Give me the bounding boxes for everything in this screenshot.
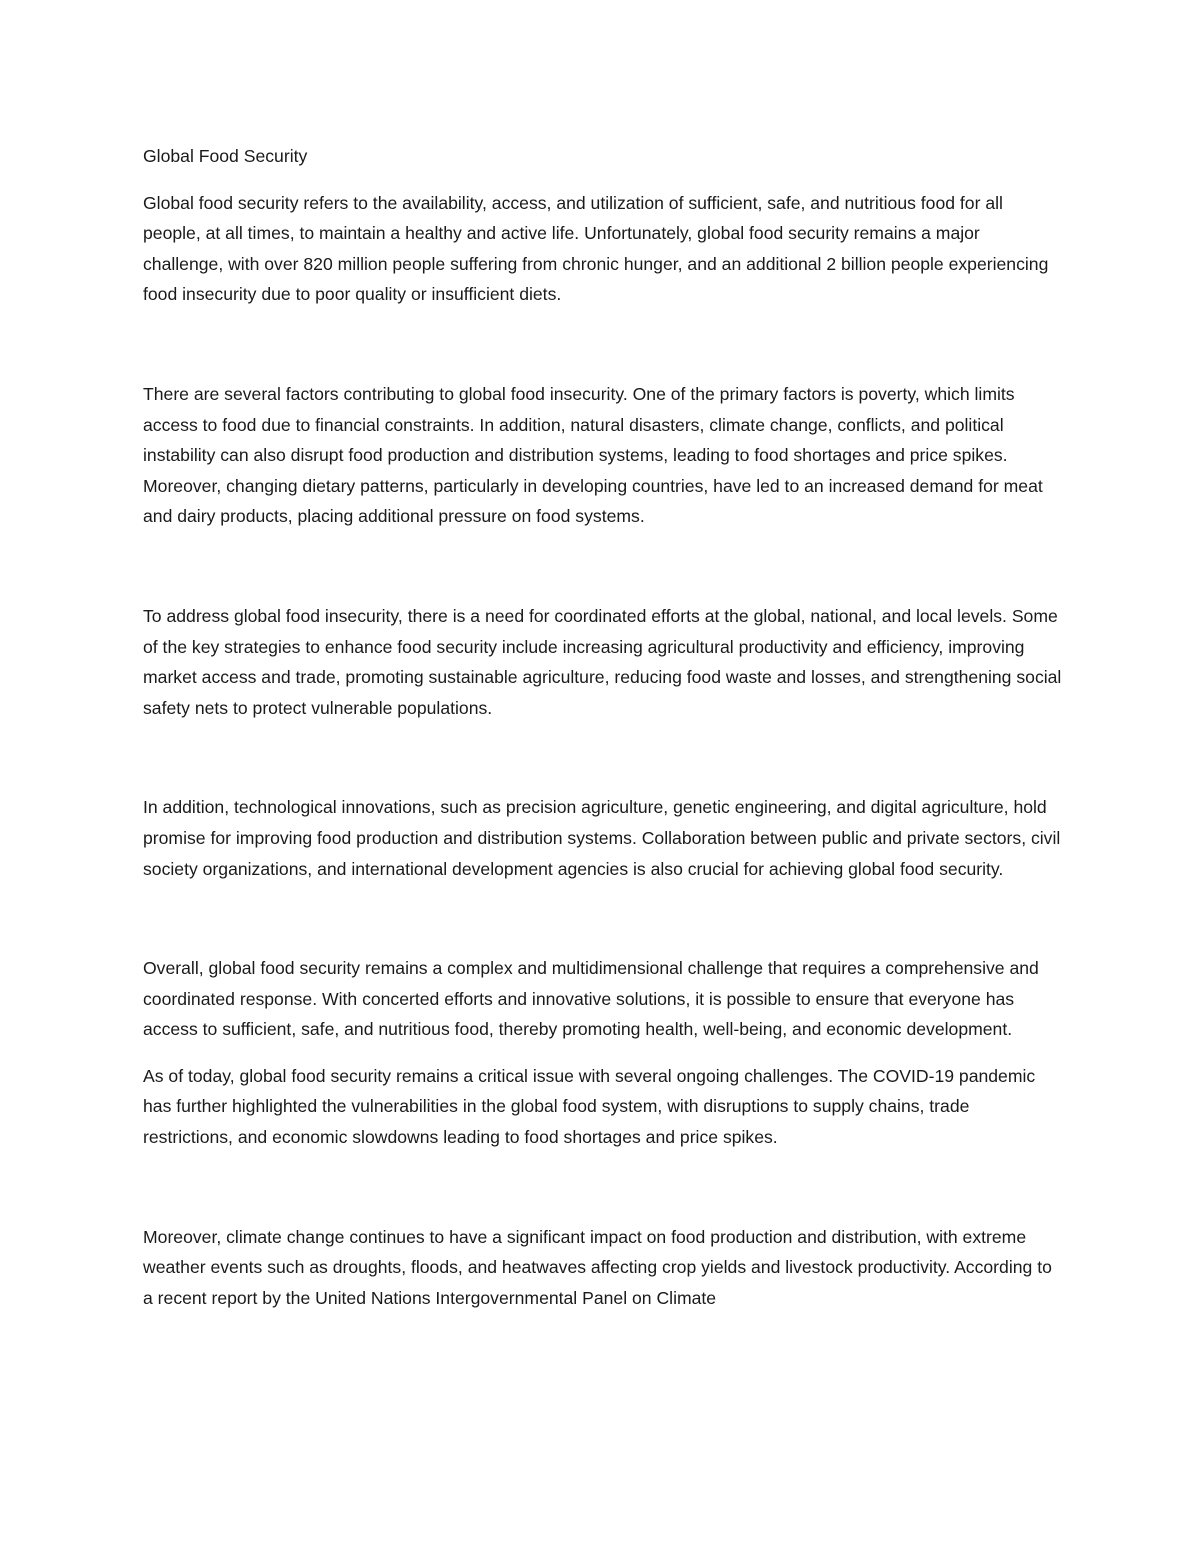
paragraph-strategies: To address global food insecurity, there is a need for coordinated efforts at the global, national, and local levels. Some of the key strategies to enhance food security include increasing agricultural productivity and efficiency, improving market access and trade, promoting sustainable agriculture, reducing food waste and losses, and strengthening social safety nets to protect vulnerable populations. [143, 605, 1062, 718]
document-body [143, 141, 1063, 1313]
paragraph-definition: Global food security refers to the availability, access, and utilization of sufficient, safe, and nutritious food for all people, at all times, to maintain a healthy and active life. Unfortunately, global food security remains a major challenge, with over 820 million people suffering from chronic hunger, and an additional 2 billion people experiencing food insecurity due to poor quality or insufficient diets. [143, 192, 1049, 305]
paragraph-factors: There are several factors contributing to global food insecurity. One of the primary factors is poverty, which limits access to food due to financial constraints. In addition, natural disasters, climate change, conflicts, and political instability can also disrupt food production and distribution systems, leading to food shortages and price spikes. Moreover, changing dietary patterns, particularly in developing countries, have led to an increased demand for meat and dairy products, placing additional pressure on food systems. [143, 383, 1043, 527]
paragraph-climate: Moreover, climate change continues to have a significant impact on food production and distribution, with extreme weather events such as droughts, floods, and heatwaves affecting crop yields and livestock productivity. According to a recent report by the United Nations Intergovernmental Panel on Climate [143, 1226, 1052, 1308]
document-title: Global Food Security [143, 146, 308, 166]
paragraph-innovations: In addition, technological innovations, such as precision agriculture, genetic engineering, and digital agriculture, hold promise for improving food production and distribution systems. Collaboration between public and private sectors, civil society organizations, and international development agencies is also crucial for achieving global food security. [143, 797, 1061, 879]
paragraph-covid: As of today, global food security remains a critical issue with several ongoing challenges. The COVID-19 pandemic has further highlighted the vulnerabilities in the global food system, with disruptions to supply chains, trade restrictions, and economic slowdowns leading to food shortages and price spikes. [143, 1065, 1036, 1148]
paragraph-overall: Overall, global food security remains a complex and multidimensional challenge that requires a comprehensive and coordinated response. With concerted efforts and innovative solutions, it is possible to ensure that everyone has access to sufficient, safe, and nutritious food, thereby promoting health, well-being, and economic development. [143, 958, 1039, 1040]
